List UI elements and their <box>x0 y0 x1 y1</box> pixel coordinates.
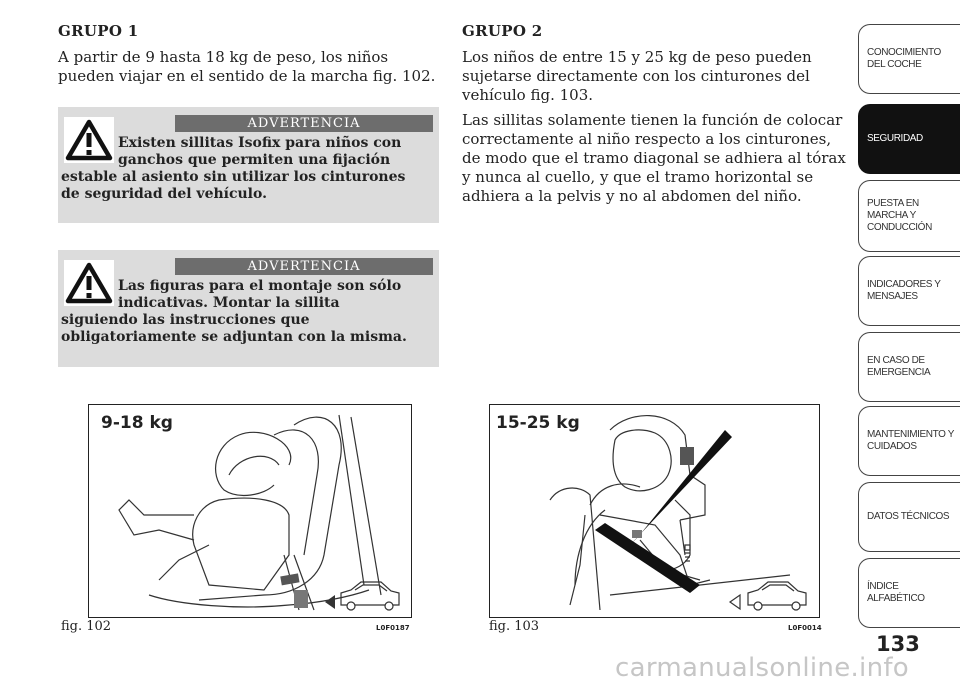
tab-puesta-en-marcha[interactable]: PUESTA EN MARCHA Y CONDUCCIÓN <box>858 180 960 252</box>
child-seat-illustration <box>89 405 411 617</box>
figure-weight-label: 15-25 kg <box>496 413 580 433</box>
booster-seat-illustration <box>490 405 819 617</box>
grupo-2-text-1: Los niños de entre 15 y 25 kg de peso pueden sujetarse directamente con los cinturones del vehículo fig. 103. <box>462 48 812 104</box>
tab-indice-alfabetico[interactable]: ÍNDICE ALFABÉTICO <box>858 558 960 628</box>
warning-box-1 <box>58 107 439 223</box>
tab-mantenimiento-y-cuidados[interactable]: MANTENIMIENTO Y CUIDADOS <box>858 406 960 476</box>
warning-text: Las figuras para el montaje son sólo indicativas. Montar la sillita siguiendo las instrucciones que obligatoriamente se adjuntan con la misma. <box>61 278 407 345</box>
warning-title: ADVERTENCIA <box>175 258 433 275</box>
grupo-2-text-2: Las sillitas solamente tienen la función de colocar correctamente al niño respecto a los cinturones, de modo que el tramo diagonal se adhiera al tórax y nunca al cuello, y que el tramo horizontal se adhiera a la pelvis y no al abdomen del niño. <box>462 111 846 205</box>
tab-seguridad[interactable]: SEGURIDAD <box>858 104 960 174</box>
warning-text: Existen sillitas Isofix para niños con ganchos que permiten una fijación estable al asiento sin utilizar los cinturones de seguridad del vehículo. <box>61 135 406 202</box>
watermark: carmanualsonline.info <box>615 653 910 683</box>
figure-102-caption: fig. 102 <box>61 619 112 634</box>
figure-102-code: L0F0187 <box>376 624 410 632</box>
figure-102 <box>88 404 412 618</box>
figure-103-code: L0F0014 <box>788 624 822 632</box>
car-icon <box>748 582 806 610</box>
tab-datos-tecnicos[interactable]: DATOS TÉCNICOS <box>858 482 960 552</box>
tab-en-caso-de-emergencia[interactable]: EN CASO DE EMERGENCIA <box>858 332 960 402</box>
heading-grupo-2: GRUPO 2 <box>462 22 543 40</box>
left-column <box>58 22 440 92</box>
warning-box-2 <box>58 250 439 367</box>
grupo-1-text: A partir de 9 hasta 18 kg de peso, los niños pueden viajar en el sentido de la marcha fig. 102. <box>58 48 436 85</box>
tab-conocimiento-del-coche[interactable]: CONOCIMIENTO DEL COCHE <box>858 24 960 94</box>
page-number: 133 <box>876 632 920 656</box>
right-column <box>462 22 847 212</box>
tab-indicadores-y-mensajes[interactable]: INDICADORES Y MENSAJES <box>858 256 960 326</box>
figure-103-caption: fig. 103 <box>489 619 540 634</box>
figure-103 <box>489 404 820 618</box>
figure-weight-label: 9-18 kg <box>101 413 173 433</box>
warning-title: ADVERTENCIA <box>175 115 433 132</box>
heading-grupo-1: GRUPO 1 <box>58 22 139 40</box>
